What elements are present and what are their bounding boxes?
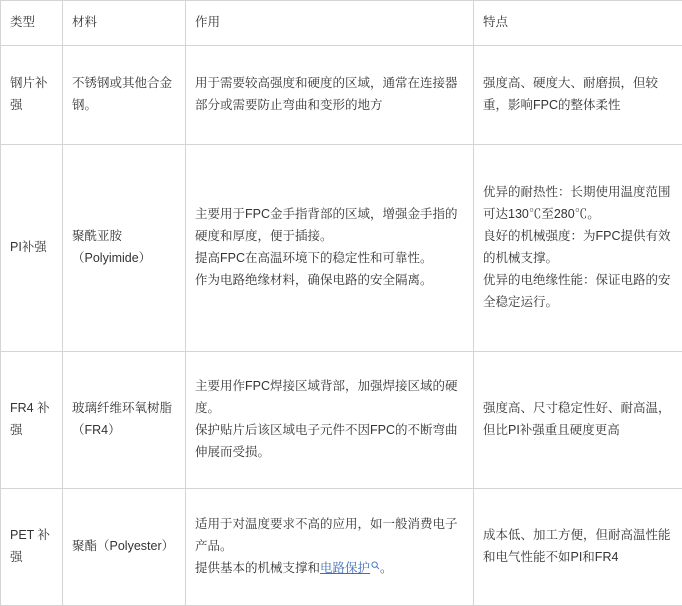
feature-line: 优异的电绝缘性能：保证电路的安全稳定运行。 xyxy=(483,272,671,309)
cell-use xyxy=(186,352,474,489)
use-line: 保护贴片后该区域电子元件不因FPC的不断弯曲伸展而受损。 xyxy=(195,423,458,459)
cell-material: 不锈钢或其他合金钢。 xyxy=(63,46,186,145)
use-line: 主要用于FPC金手指背部的区域，增强金手指的硬度和厚度，便于插接。 xyxy=(195,207,458,244)
table-header-row xyxy=(1,1,682,46)
cell-use xyxy=(186,145,474,352)
feature-line: 强度高、硬度大、耐磨损，但较重，影响FPC的整体柔性 xyxy=(483,76,659,112)
cell-feature xyxy=(474,489,682,606)
column-header-type: 类型 xyxy=(1,1,63,46)
feature-line: 优异的耐热性：长期使用温度范围可达130℃至280℃。 xyxy=(483,185,671,222)
use-line-with-link xyxy=(195,558,464,580)
cell-type: PET 补强 xyxy=(1,489,63,606)
cell-type: PI补强 xyxy=(1,145,63,352)
circuit-protection-link[interactable]: 电路保护 xyxy=(320,560,371,575)
cell-use xyxy=(186,489,474,606)
column-header-use: 作用 xyxy=(186,1,474,46)
use-line: 作为电路绝缘材料，确保电路的安全隔离。 xyxy=(195,272,433,287)
table-row xyxy=(1,145,682,352)
cell-material: 聚酯（Polyester） xyxy=(63,489,186,606)
cell-type: FR4 补强 xyxy=(1,352,63,489)
cell-type: 钢片补强 xyxy=(1,46,63,145)
use-line: 提高FPC在高温环境下的稳定性和可靠性。 xyxy=(195,251,433,265)
use-line: 主要用作FPC焊接区域背部，加强焊接区域的硬度。 xyxy=(195,379,458,416)
search-external-link-icon[interactable] xyxy=(371,561,380,570)
cell-material: 聚酰亚胺（Polyimide） xyxy=(63,145,186,352)
column-header-material: 材料 xyxy=(63,1,186,46)
cell-feature xyxy=(474,145,682,352)
use-line: 适用于对温度要求不高的应用，如一般消费电子产品。 xyxy=(195,517,458,554)
feature-line: 强度高、尺寸稳定性好、耐高温，但比PI补强重且硬度更高 xyxy=(483,401,671,437)
cell-material: 玻璃纤维环氧树脂（FR4） xyxy=(63,352,186,489)
cell-use xyxy=(186,46,474,145)
table-row xyxy=(1,352,682,489)
table-row xyxy=(1,489,682,606)
use-line-suffix: 。 xyxy=(380,560,393,575)
cell-feature xyxy=(474,352,682,489)
use-line-prefix: 提供基本的机械支撑和 xyxy=(195,560,321,575)
column-header-feature: 特点 xyxy=(474,1,682,46)
table-row xyxy=(1,46,682,145)
feature-line: 良好的机械强度：为FPC提供有效的机械支撑。 xyxy=(483,229,671,265)
feature-line: 成本低、加工方便，但耐高温性能和电气性能不如PI和FR4 xyxy=(483,528,671,564)
cell-feature xyxy=(474,46,682,145)
use-line: 用于需要较高强度和硬度的区域，通常在连接器部分或需要防止弯曲和变形的地方 xyxy=(195,76,458,112)
